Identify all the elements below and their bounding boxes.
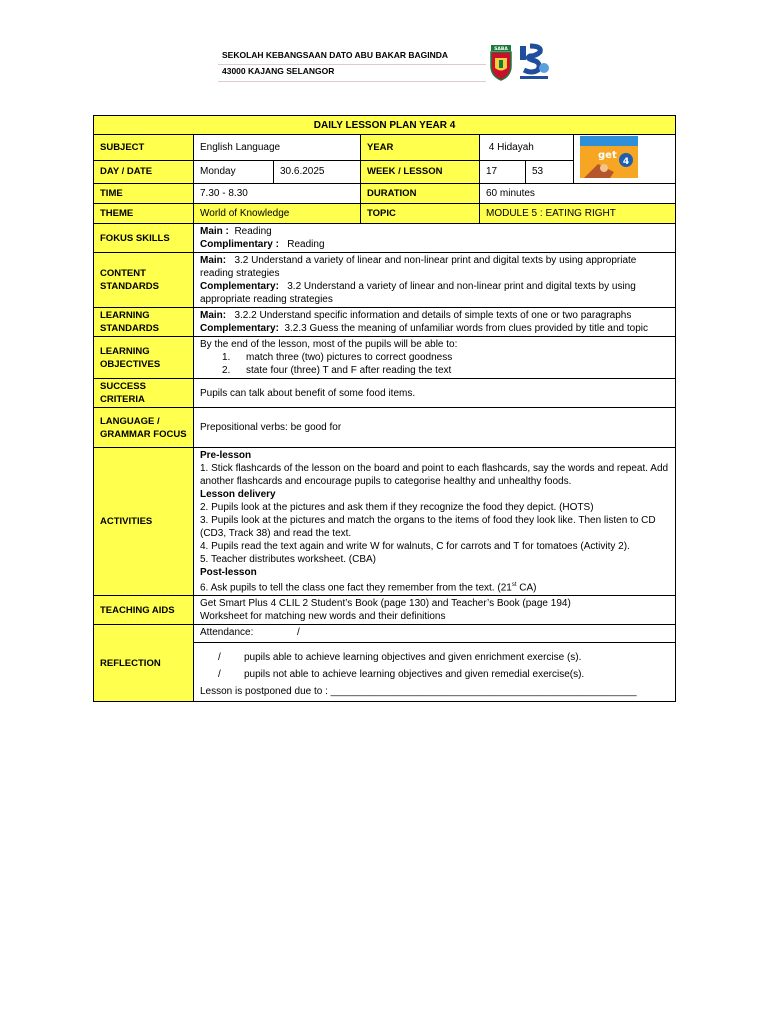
content-comp-label: Complementary: [200,281,279,292]
attendance-line [194,625,675,643]
postponed-line: Lesson is postponed due to : _______________________________________________________ [200,686,637,698]
time-row [94,184,676,204]
activities-row [94,448,676,596]
theme-label: THEME [94,204,194,224]
school-name: SEKOLAH KEBANGSAAN DATO ABU BAKAR BAGINDA [222,50,449,60]
lesson-value: 53 [526,160,574,183]
content-standards-content [194,253,676,308]
letterhead-bottom-rule [218,81,486,82]
activity-item: 4. Pupils read the text again and write W for walnuts, C for carrots and T for tomatoes (Activity 2). [200,541,630,552]
focus-skills-content [194,224,676,253]
activity-item: 5. Teacher distributes worksheet. (CBA) [200,554,377,565]
day-value: Monday [194,160,274,183]
focus-comp-label: Complimentary : [200,239,279,250]
activity-6-end: CA) [516,582,537,594]
theme-row [94,204,676,224]
day-label: DAY / DATE [94,160,194,183]
reflection-slash: / [218,652,221,664]
activity-6-superscript: st [511,582,517,588]
focus-skills-label: FOKUS SKILLS [94,224,194,253]
attendance-label: Attendance: [200,627,254,639]
book-cover-cell [574,135,676,184]
ls-main-label: Main: [200,310,227,321]
reflection-content [194,625,676,702]
theme-value: World of Knowledge [194,204,361,224]
content-standards-label: CONTENT STANDARDS [94,253,194,308]
reflection-text: pupils not able to achieve learning objectives and given remedial exercise(s). [244,669,585,681]
objective-item [200,351,669,364]
learning-standards-label: LEARNING STANDARDS [94,308,194,337]
school-crest-logo [488,42,514,82]
plan-title: DAILY LESSON PLAN YEAR 4 [94,116,676,135]
svg-text:4: 4 [622,157,630,167]
lesson-plan-table [93,115,676,702]
topic-value: MODULE 5 : EATING RIGHT [480,204,676,224]
reflection-label: REFLECTION [94,625,194,702]
reflection-row [94,625,676,702]
teaching-aids-label: TEACHING AIDS [94,596,194,625]
activity-item: 3. Pupils look at the pictures and match the organs to the items of food they look like. Then listen to CD (CD3, Track 38) and read the text. [200,515,656,539]
crest-text: SABA [494,47,508,52]
success-criteria-label: SUCCESS CRITERIA [94,379,194,408]
title-row [94,116,676,135]
grammar-focus-label: LANGUAGE / GRAMMAR FOCUS [94,408,194,448]
subject-label: SUBJECT [94,135,194,161]
success-criteria-row [94,379,676,408]
date-value: 30.6.2025 [274,160,361,183]
time-label: TIME [94,184,194,204]
learning-objectives-row [94,337,676,379]
objectives-intro: By the end of the lesson, most of the pupils will be able to: [200,339,458,350]
school-info [222,47,448,79]
reflection-slash: / [218,669,221,681]
letterhead-divider [218,64,486,65]
subject-row [94,135,676,161]
teaching-aid-item: Worksheet for matching new words and their definitions [200,611,446,623]
week-label: WEEK / LESSON [361,160,480,183]
content-standards-row [94,253,676,308]
organisation-logo [518,42,550,82]
focus-main-value: Reading [234,226,272,237]
duration-label: DURATION [361,184,480,204]
reflection-item [200,651,669,664]
subject-value: English Language [194,135,361,161]
attendance-slash: / [296,627,300,639]
ls-comp-value: 3.2.3 Guess the meaning of unfamiliar words from clues provided by title and topic [284,323,648,334]
objective-item [200,364,669,377]
year-value-text: 4 Hidayah [488,141,534,153]
teaching-aids-content [194,596,676,625]
year-value [480,135,574,161]
learning-objectives-content [194,337,676,379]
grammar-focus-row [94,408,676,448]
book-cover-image [580,136,638,178]
year-label: YEAR [361,135,480,161]
activity-item: 1. Stick flashcards of the lesson on the board and point to each flashcards, say the words and repeat. Add another flashcards and encourage pupils to categorise healthy and unhealthy foods. [200,463,669,487]
content-main-value: 3.2 Understand a variety of linear and non-linear print and digital texts by using appropriate reading strategies [200,255,637,279]
activity-item: 2. Pupils look at the pictures and ask them if they recognize the food they depict. (HOTS) [200,502,594,513]
activities-label: ACTIVITIES [94,448,194,596]
objective-text: match three (two) pictures to correct goodness [246,352,453,363]
week-value: 17 [480,160,526,183]
focus-main-label: Main : [200,226,229,237]
post-lesson-heading: Post-lesson [200,567,257,578]
focus-comp-value: Reading [287,239,325,250]
reflection-item [200,668,669,681]
grammar-focus-value: Prepositional verbs: be good for [194,408,676,448]
objective-number: 2. [222,365,231,376]
activities-content [194,448,676,596]
objective-number: 1. [222,352,231,363]
learning-standards-row [94,308,676,337]
success-criteria-value: Pupils can talk about benefit of some food items. [194,379,676,408]
time-value: 7.30 - 8.30 [194,184,361,204]
lesson-delivery-heading: Lesson delivery [200,489,276,500]
content-main-label: Main: [200,255,227,266]
teaching-aid-item: Get Smart Plus 4 CLIL 2 Student’s Book (page 130) and Teacher’s Book (page 194) [200,598,571,610]
teaching-aids-row [94,596,676,625]
ls-main-value: 3.2.2 Understand specific information and details of simple texts of one or two paragraphs [234,310,632,321]
learning-objectives-label: LEARNING OBJECTIVES [94,337,194,379]
book-title-graphic: get [598,150,617,161]
school-address: 43000 KAJANG SELANGOR [222,66,335,76]
content-comp-value: 3.2 Understand a variety of linear and non-linear print and digital texts by using appropriate reading strategies [200,281,636,305]
topic-label: TOPIC [361,204,480,224]
activity-item [200,579,669,594]
duration-value: 60 minutes [480,184,676,204]
pre-lesson-heading: Pre-lesson [200,450,252,461]
learning-standards-content [194,308,676,337]
objective-text: state four (three) T and F after reading the text [246,365,452,376]
ls-comp-label: Complementary: [200,323,279,334]
activity-6-text: 6. Ask pupils to tell the class one fact they remember from the text. (21 [200,582,512,594]
reflection-text: pupils able to achieve learning objectives and given enrichment exercise (s). [244,652,582,664]
focus-skills-row [94,224,676,253]
letterhead [218,42,550,82]
